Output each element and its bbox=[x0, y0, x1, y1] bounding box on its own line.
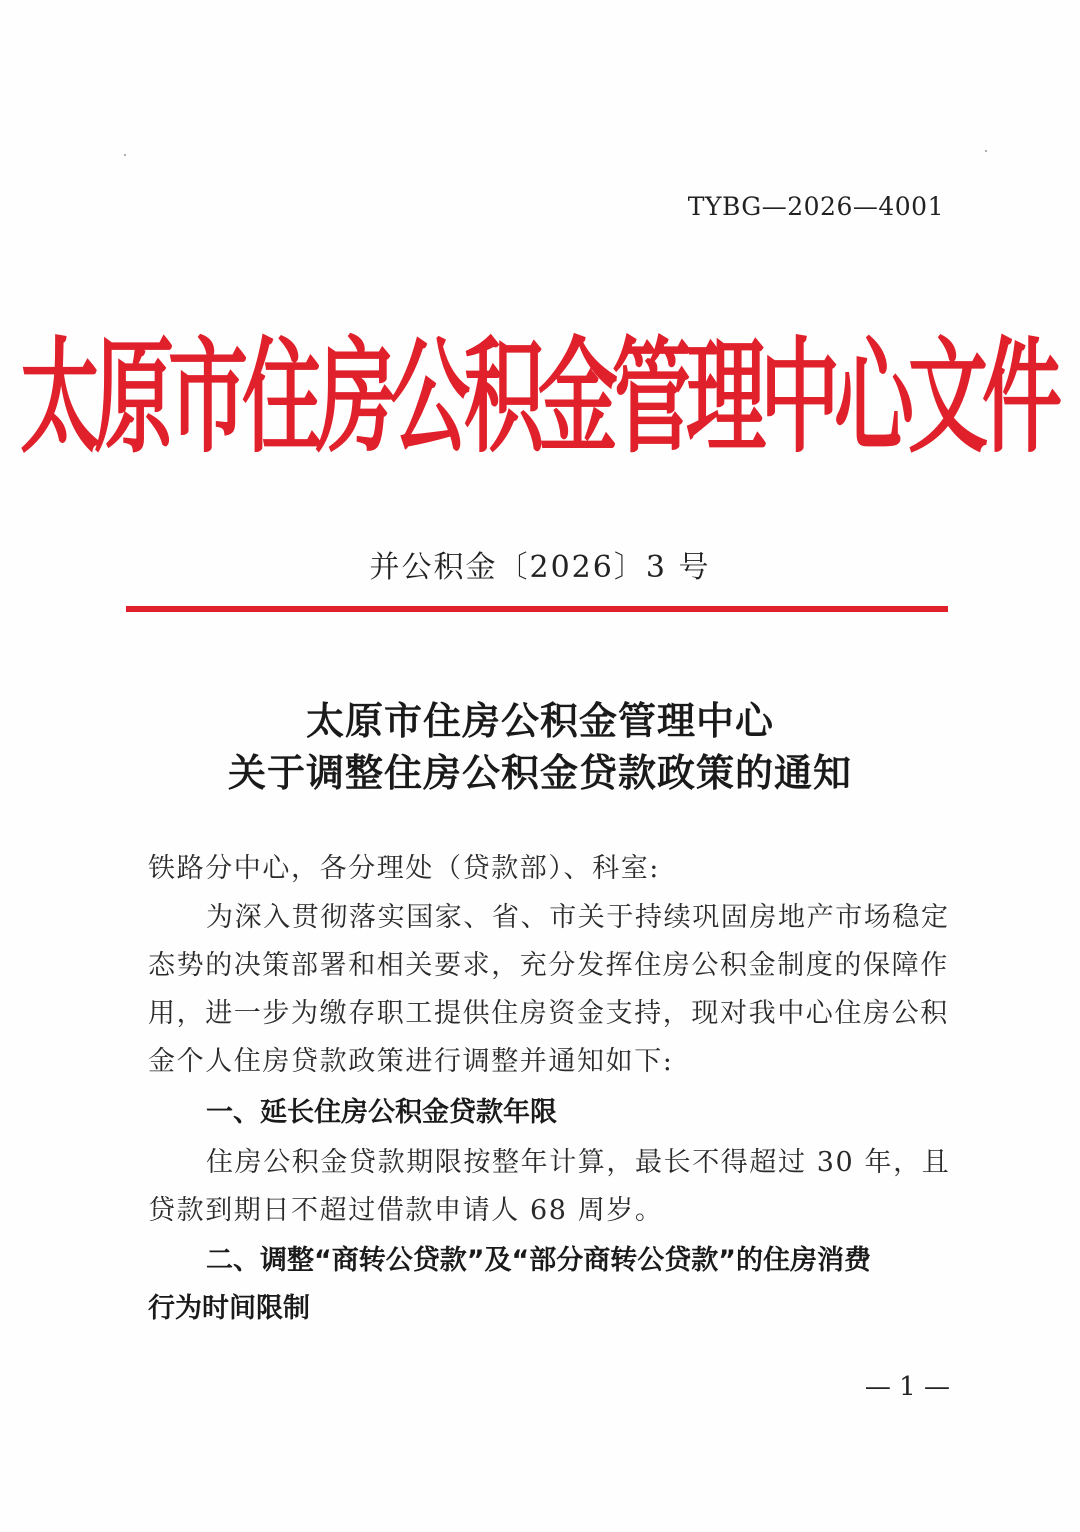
scan-speck bbox=[124, 154, 126, 156]
document-number: 并公积金〔2026〕3 号 bbox=[369, 550, 711, 585]
addressee: 铁路分中心，各分理处（贷款部）、科室: bbox=[148, 853, 660, 884]
intro-line-1: 为深入贯彻落实国家、省、市关于持续巩固房地产市场稳定 bbox=[206, 902, 950, 933]
section2-heading-line-1: 二、调整“商转公贷款”及“部分商转公贷款”的住房消费 bbox=[206, 1245, 871, 1276]
notice-title-line1: 太原市住房公积金管理中心 bbox=[305, 699, 774, 743]
section1-heading: 一、延长住房公积金贷款年限 bbox=[206, 1097, 557, 1128]
intro-line-2: 态势的决策部署和相关要求，充分发挥住房公积金制度的保障作 bbox=[148, 950, 949, 981]
section1-line-1: 住房公积金贷款期限按整年计算，最长不得超过 30 年，且 bbox=[206, 1147, 951, 1178]
scan-speck bbox=[985, 150, 987, 152]
red-header-title: 太原市住房公积金管理中心文件 bbox=[20, 325, 1056, 470]
document-code: TYBG—2026—4001 bbox=[687, 192, 944, 221]
intro-line-3: 用，进一步为缴存职工提供住房资金支持，现对我中心住房公积 bbox=[148, 998, 949, 1029]
section2-heading-line-2: 行为时间限制 bbox=[148, 1293, 310, 1324]
section1-line-2: 贷款到期日不超过借款申请人 68 周岁。 bbox=[148, 1195, 664, 1226]
page-number: — 1 — bbox=[864, 1372, 950, 1402]
red-divider-line bbox=[126, 606, 948, 612]
intro-line-4: 金个人住房贷款政策进行调整并通知如下: bbox=[148, 1046, 674, 1077]
notice-title-line2: 关于调整住房公积金贷款政策的通知 bbox=[227, 751, 852, 795]
